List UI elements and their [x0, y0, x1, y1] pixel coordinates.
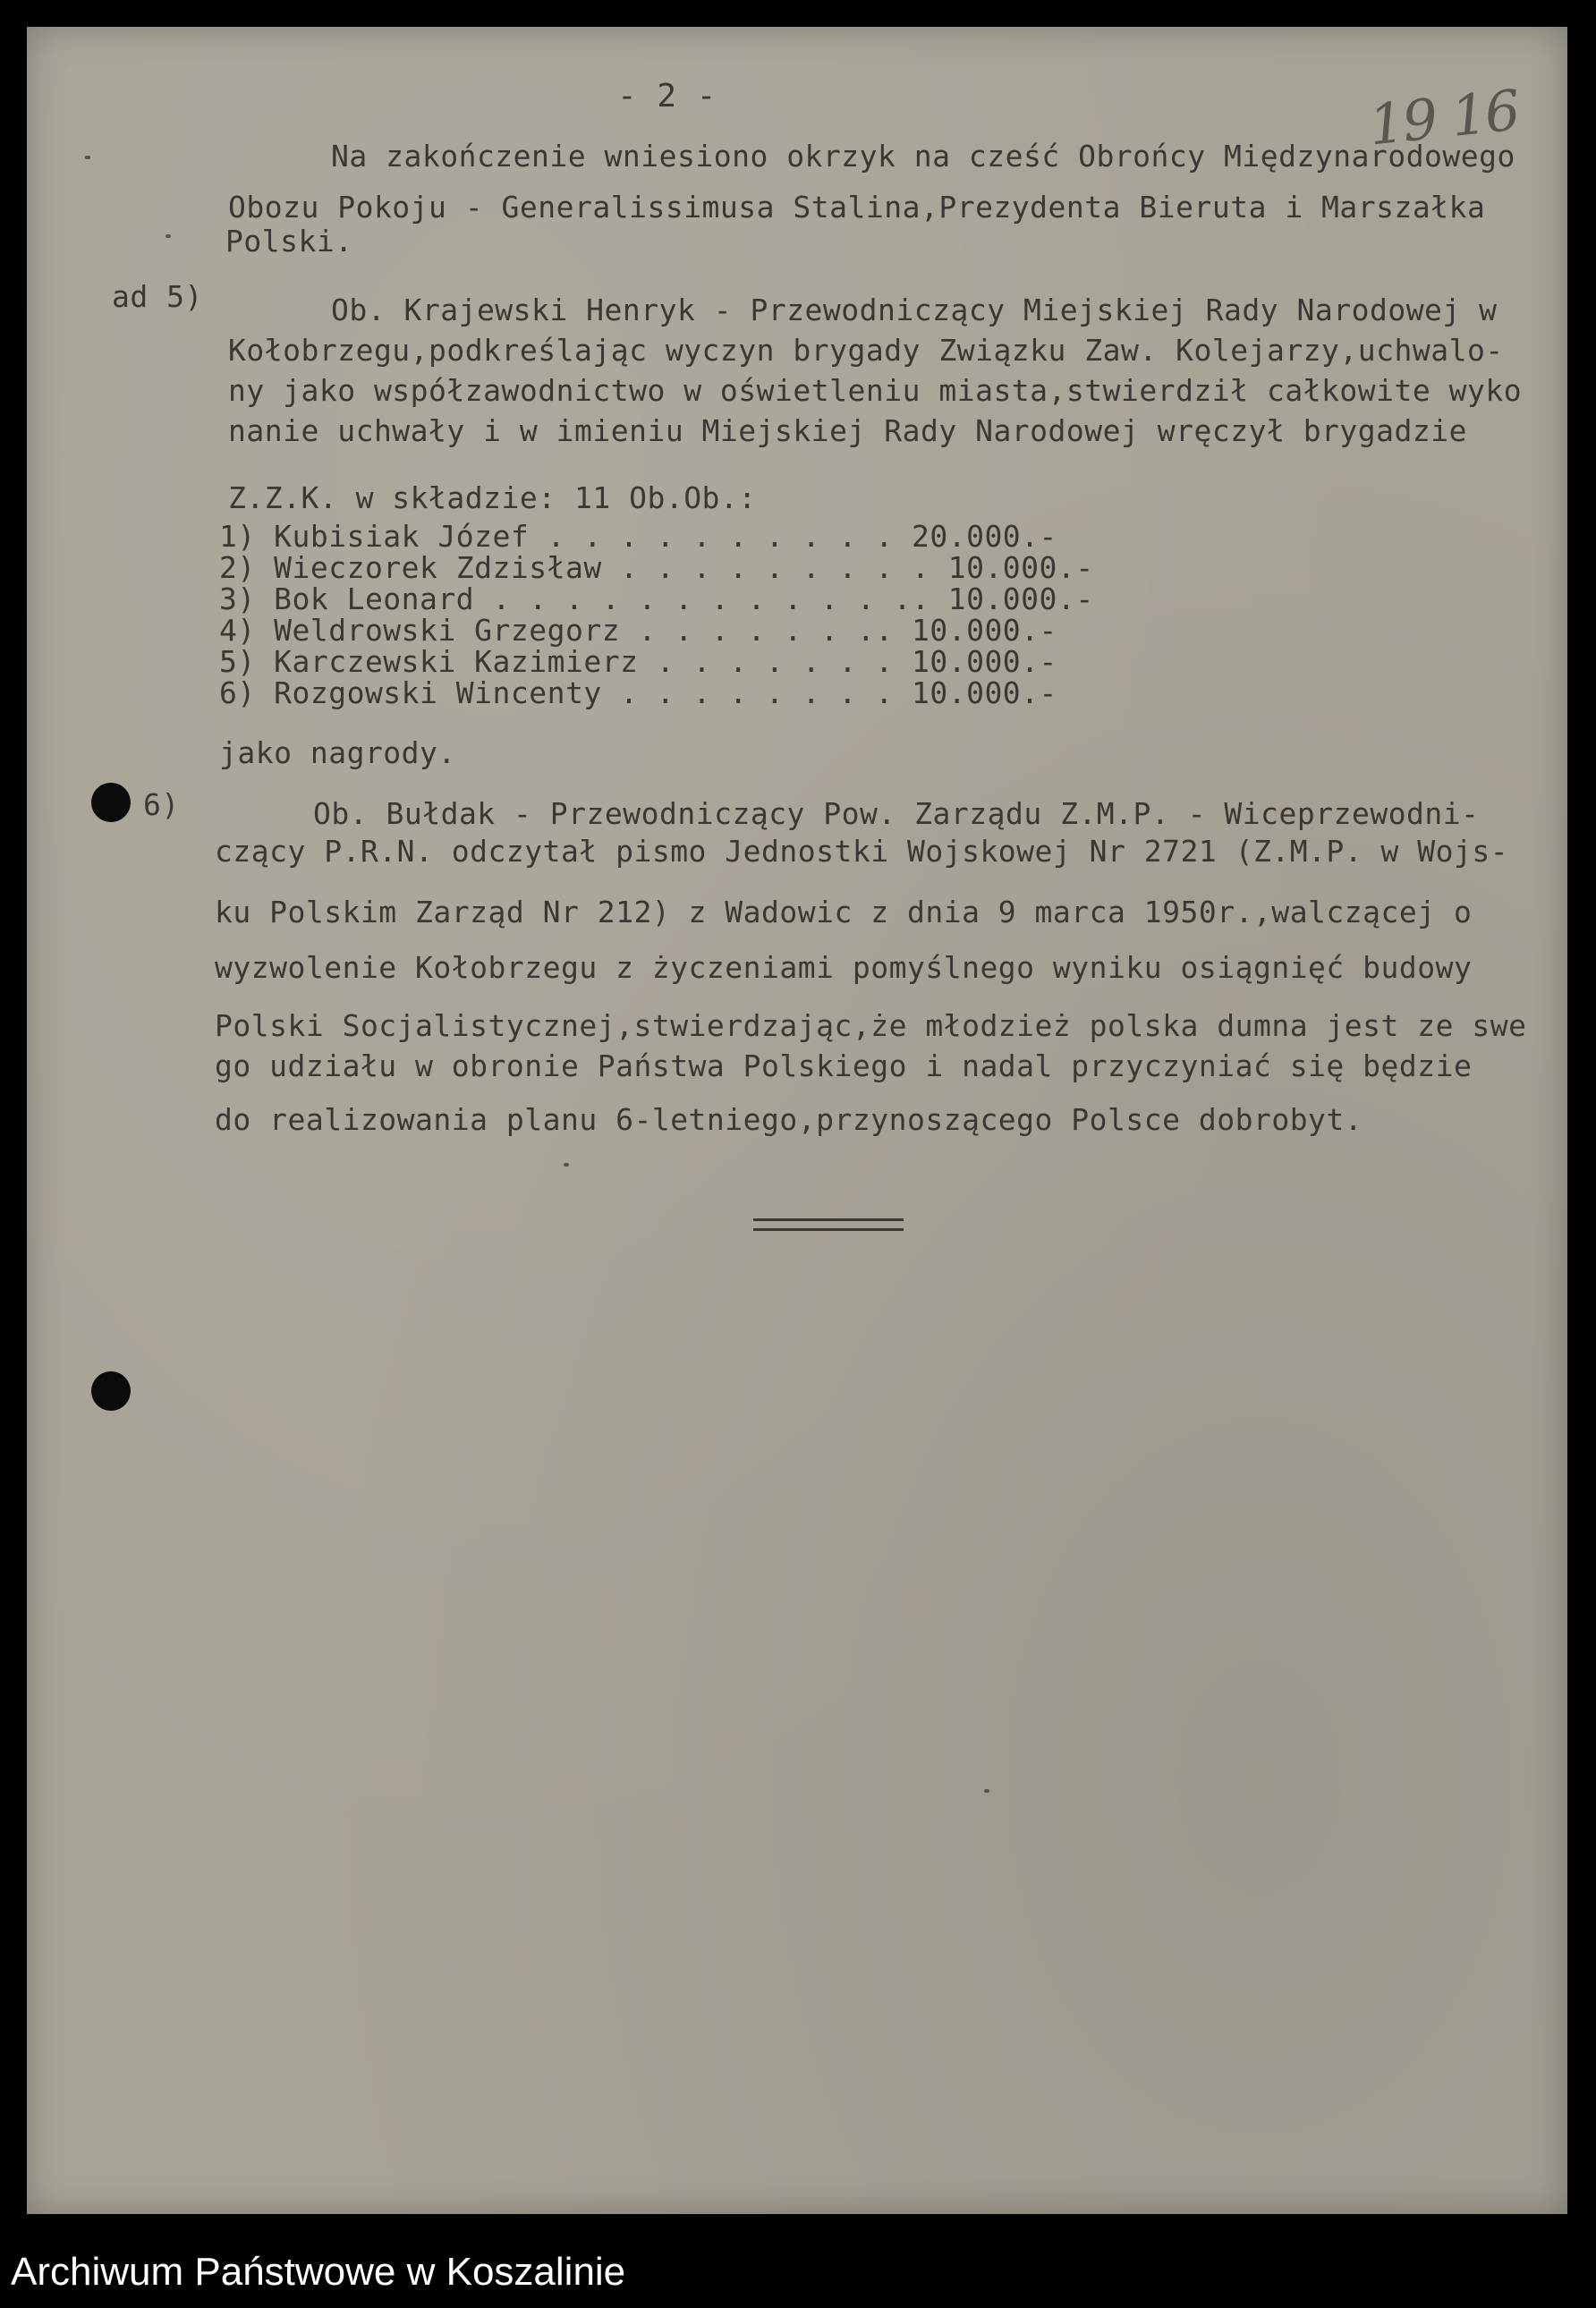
item-6-line: go udziału w obronie Państwa Polskiego i nadal przyczyniać się będzie: [215, 1048, 1473, 1083]
award-row: 1) Kubisiak Józef . . . . . . . . . . 20.000.-: [219, 519, 1057, 554]
award-row: 6) Rozgowski Wincenty . . . . . . . . 10.000.-: [219, 675, 1057, 710]
item-5-line: Kołobrzegu,podkreślając wyczyn brygady Związku Zaw. Kolejarzy,uchwalo-: [228, 333, 1504, 368]
page-number: - 2 -: [617, 78, 717, 115]
closing-paragraph-line: Obozu Pokoju - Generalissimusa Stalina,Prezydenta Bieruta i Marszałka: [228, 190, 1486, 225]
item-6-line: Ob. Bułdak - Przewodniczący Pow. Zarządu Z.M.P. - Wiceprzewodni-: [313, 796, 1480, 831]
award-row: 2) Wieczorek Zdzisław . . . . . . . . . 10.000.-: [219, 550, 1094, 585]
closing-paragraph-line: Na zakończenie wniesiono okrzyk na cześć Obrońcy Międzynarodowego: [331, 139, 1515, 174]
margin-mark: [85, 156, 90, 159]
end-divider: [753, 1218, 904, 1231]
item-5-line: Z.Z.K. w składzie: 11 Ob.Ob.:: [228, 480, 757, 515]
punch-hole: [91, 783, 131, 822]
item-6-line: ku Polskim Zarząd Nr 212) z Wadowic z dnia 9 marca 1950r.,walczącej o: [215, 895, 1473, 929]
item-5-line: ny jako współzawodnictwo w oświetleniu miasta,stwierdził całkowite wyko: [228, 373, 1523, 408]
item-5-line: Ob. Krajewski Henryk - Przewodniczący Miejskiej Rady Narodowej w: [331, 293, 1498, 327]
item-6-line: Polski Socjalistycznej,stwierdzając,że młodzież polska dumna jest ze swe: [215, 1008, 1527, 1043]
item-6-line: do realizowania planu 6-letniego,przynoszącego Polsce dobrobyt.: [215, 1102, 1363, 1137]
item-6-marker: 6): [143, 787, 180, 822]
archive-number-handwritten: 19 16: [1365, 77, 1522, 158]
margin-mark: [166, 234, 171, 238]
item-5-closing: jako nagrody.: [219, 735, 456, 770]
item-5-line: nanie uchwały i w imieniu Miejskiej Rady Narodowej wręczył brygadzie: [228, 413, 1468, 448]
item-6-line: czący P.R.N. odczytał pismo Jednostki Wojskowej Nr 2721 (Z.M.P. w Wojs-: [215, 834, 1509, 869]
archive-name: Archiwum Państwowe w Koszalinie: [11, 2250, 626, 2294]
item-6-line: wyzwolenie Kołobrzegu z życzeniami pomyślnego wyniku osiągnięć budowy: [215, 950, 1473, 985]
stray-mark: [984, 1789, 989, 1793]
stray-mark: [564, 1163, 569, 1167]
award-row: 4) Weldrowski Grzegorz . . . . . . .. 10.000.-: [219, 613, 1057, 648]
punch-hole: [91, 1371, 131, 1411]
award-row: 5) Karczewski Kazimierz . . . . . . . 10.000.-: [219, 644, 1057, 679]
closing-paragraph-line: Polski.: [225, 224, 353, 259]
item-5-marker: ad 5): [112, 279, 203, 314]
award-row: 3) Bok Leonard . . . . . . . . . . . .. 10.000.-: [219, 581, 1094, 616]
